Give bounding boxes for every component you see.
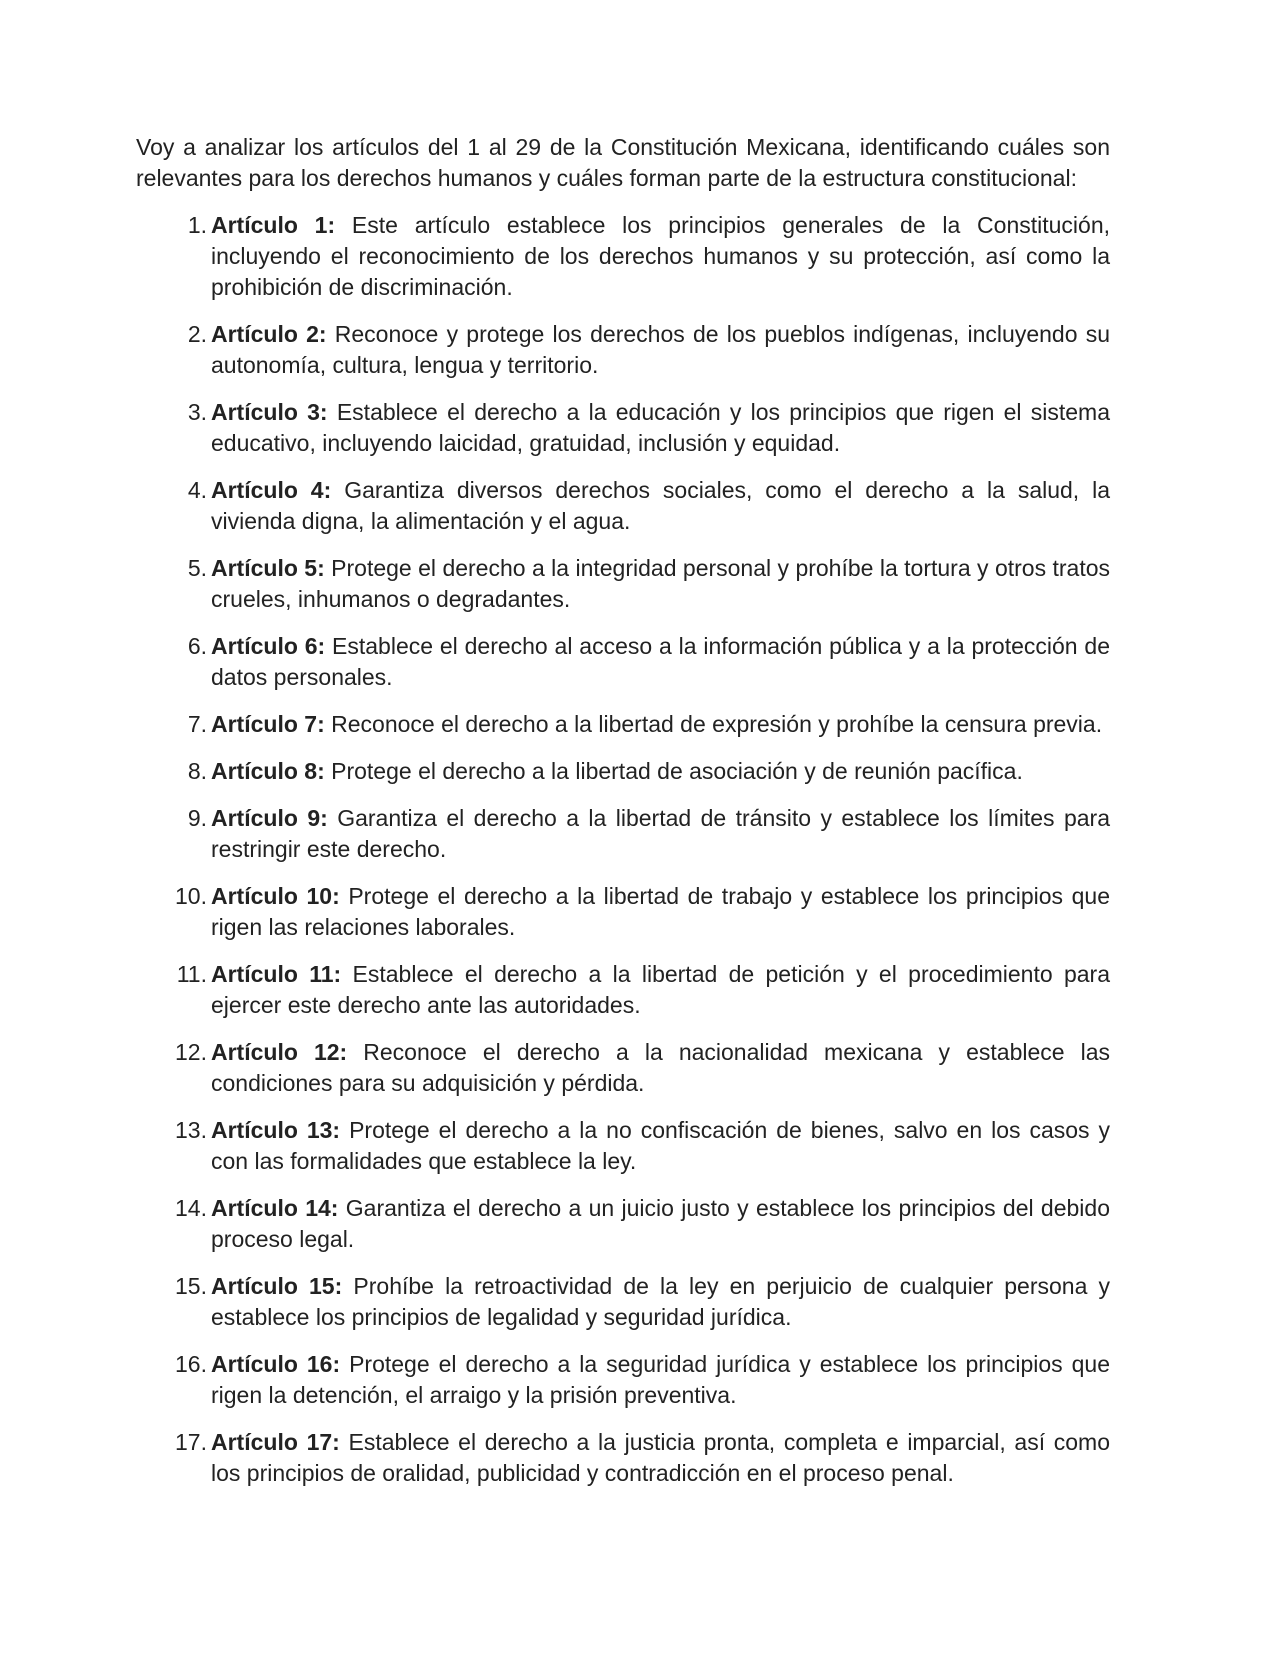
article-item (136, 1193, 1110, 1255)
article-title: Artículo 6: (211, 633, 326, 659)
article-number: 5. (187, 555, 207, 581)
article-number: 9. (187, 805, 207, 831)
article-number: 4. (187, 477, 207, 503)
article-number: 3. (187, 399, 207, 425)
article-title: Artículo 17: (211, 1429, 340, 1455)
article-item (136, 1037, 1110, 1099)
article-item (136, 319, 1110, 381)
article-text: Garantiza diversos derechos sociales, como el derecho a la salud, la vivienda digna, la alimentación y el agua. (211, 477, 1111, 534)
article-number: 2. (187, 321, 207, 347)
article-number: 16. (175, 1351, 207, 1377)
document-page (136, 132, 1110, 1505)
article-text: Protege el derecho a la no confiscación de bienes, salvo en los casos y con las formalidades que establece la ley. (211, 1117, 1111, 1174)
article-title: Artículo 15: (211, 1273, 343, 1299)
article-number: 15. (175, 1273, 207, 1299)
article-item (136, 756, 1110, 787)
article-title: Artículo 10: (211, 883, 340, 909)
article-text: Protege el derecho a la seguridad jurídica y establece los principios que rigen la detención, el arraigo y la prisión preventiva. (211, 1351, 1111, 1408)
article-text: Establece el derecho al acceso a la información pública y a la protección de datos personales. (211, 633, 1111, 690)
article-text: Protege el derecho a la libertad de trabajo y establece los principios que rigen las relaciones laborales. (211, 883, 1111, 940)
article-item (136, 553, 1110, 615)
article-number: 8. (187, 758, 207, 784)
articles-list (136, 210, 1110, 1489)
article-item (136, 475, 1110, 537)
article-title: Artículo 3: (211, 399, 328, 425)
article-item (136, 397, 1110, 459)
article-title: Artículo 12: (211, 1039, 348, 1065)
article-text: Protege el derecho a la integridad personal y prohíbe la tortura y otros tratos crueles, inhumanos o degradantes. (211, 555, 1111, 612)
article-text: Prohíbe la retroactividad de la ley en perjuicio de cualquier persona y establece los principios de legalidad y seguridad jurídica. (211, 1273, 1111, 1330)
article-title: Artículo 1: (211, 212, 336, 238)
article-title: Artículo 5: (211, 555, 325, 581)
article-item (136, 631, 1110, 693)
article-item (136, 709, 1110, 740)
article-title: Artículo 11: (211, 961, 342, 987)
article-text: Reconoce y protege los derechos de los pueblos indígenas, incluyendo su autonomía, cultura, lengua y territorio. (211, 321, 1110, 378)
intro-paragraph: Voy a analizar los artículos del 1 al 29 de la Constitución Mexicana, identificando cuáles son relevantes para los derechos humanos y cuáles forman parte de la estructura constitucional: (136, 134, 1110, 191)
article-text: Reconoce el derecho a la libertad de expresión y prohíbe la censura previa. (331, 711, 1103, 737)
article-item (136, 1427, 1110, 1489)
article-title: Artículo 14: (211, 1195, 339, 1221)
article-number: 14. (175, 1195, 207, 1221)
article-item (136, 881, 1110, 943)
article-title: Artículo 13: (211, 1117, 341, 1143)
article-title: Artículo 2: (211, 321, 327, 347)
article-item (136, 1349, 1110, 1411)
article-number: 17. (175, 1429, 207, 1455)
article-text: Garantiza el derecho a la libertad de tránsito y establece los límites para restringir este derecho. (211, 805, 1110, 862)
article-item (136, 959, 1110, 1021)
article-title: Artículo 8: (211, 758, 325, 784)
article-text: Garantiza el derecho a un juicio justo y establece los principios del debido proceso legal. (211, 1195, 1110, 1252)
article-text: Reconoce el derecho a la nacionalidad mexicana y establece las condiciones para su adquisición y pérdida. (211, 1039, 1111, 1096)
article-number: 6. (187, 633, 207, 659)
article-text: Protege el derecho a la libertad de asociación y de reunión pacífica. (331, 758, 1023, 784)
article-number: 11. (176, 961, 207, 987)
article-text: Establece el derecho a la libertad de petición y el procedimiento para ejercer este derecho ante las autoridades. (211, 961, 1110, 1018)
article-title: Artículo 9: (211, 805, 328, 831)
article-item (136, 210, 1110, 303)
article-number: 12. (175, 1039, 207, 1065)
article-number: 10. (175, 883, 207, 909)
article-item (136, 803, 1110, 865)
article-text: Establece el derecho a la educación y los principios que rigen el sistema educativo, incluyendo laicidad, gratuidad, inclusión y equidad. (211, 399, 1111, 456)
article-number: 1. (187, 212, 207, 238)
article-number: 7. (187, 711, 207, 737)
article-title: Artículo 7: (211, 711, 325, 737)
article-item (136, 1271, 1110, 1333)
article-title: Artículo 4: (211, 477, 332, 503)
article-text: Establece el derecho a la justicia pronta, completa e imparcial, así como los principios de oralidad, publicidad y contradicción en el proceso penal. (211, 1429, 1111, 1486)
article-title: Artículo 16: (211, 1351, 341, 1377)
article-item (136, 1115, 1110, 1177)
article-text: Este artículo establece los principios generales de la Constitución, incluyendo el reconocimiento de los derechos humanos y su protección, así como la prohibición de discriminación. (211, 212, 1111, 300)
article-number: 13. (175, 1117, 207, 1143)
